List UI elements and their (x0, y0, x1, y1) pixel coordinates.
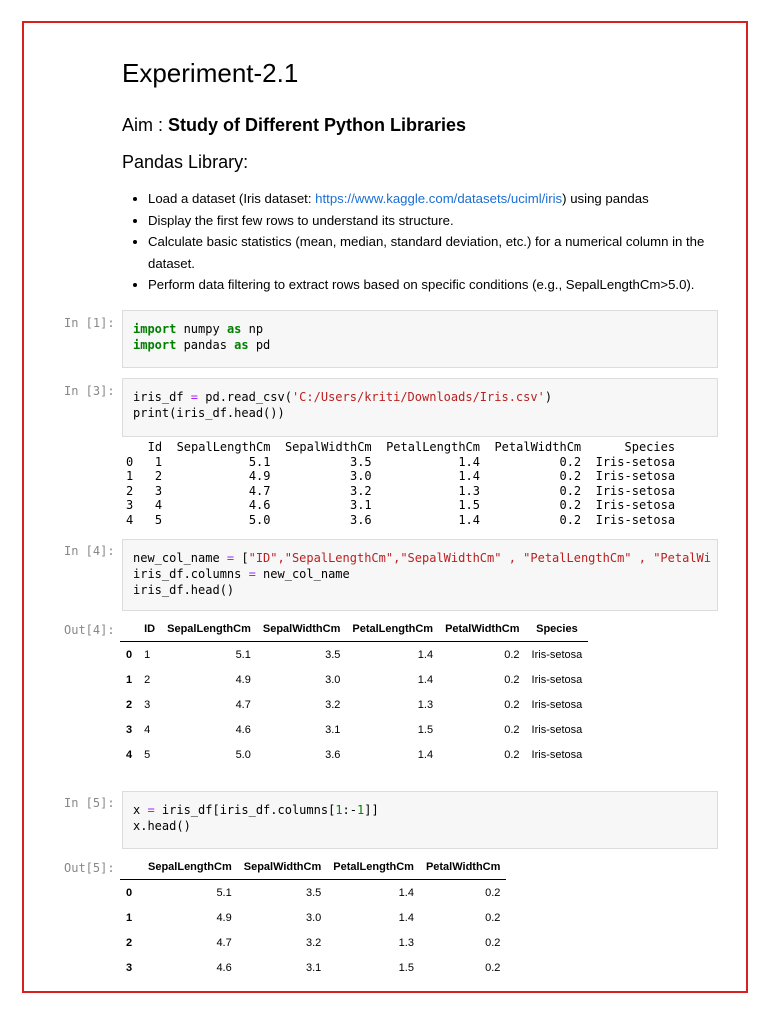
table-cell: 5 (144, 748, 151, 761)
operator: = (248, 567, 256, 581)
table-cell: 1.4 (417, 748, 434, 761)
number-literal: 1 (335, 803, 343, 817)
row-index: 1 (126, 673, 133, 686)
table-row (120, 880, 506, 906)
table-cell: 3 (144, 698, 151, 711)
list-item: • Calculate basic statistics (mean, median, standard deviation, etc.) for a numerical column in the dataset. (148, 231, 718, 274)
table-cell: 1 (144, 648, 151, 661)
operator: = (226, 551, 235, 565)
dataframe-table-2 (120, 855, 506, 980)
list-item: • Perform data filtering to extract rows based on specific conditions (e.g., SepalLengthCm>5.0). (148, 274, 718, 296)
page-title: Experiment-2.1 (122, 58, 299, 88)
table-cell: 1.4 (417, 673, 434, 686)
table-cell: 1.4 (417, 648, 434, 661)
column-header (120, 617, 138, 642)
table-cell: 0.2 (485, 961, 501, 974)
table-cell: 0.2 (485, 886, 501, 899)
code-text: print(iris_df.head()) (133, 406, 285, 420)
table-cell: 3.1 (305, 961, 322, 974)
row-index: 3 (126, 723, 133, 736)
table-cell: 3.2 (325, 698, 341, 711)
table-cell: 5.0 (235, 748, 251, 761)
table-row (120, 692, 588, 717)
string-literal: 'C:/Users/kriti/Downloads/Iris.csv' (291, 390, 545, 404)
code-text: iris_df.columns (133, 567, 249, 581)
table-cell: Iris-setosa (531, 723, 583, 736)
column-header: PetalWidthCm (425, 861, 501, 873)
aim-heading (122, 115, 466, 136)
table-cell: 5.1 (235, 648, 251, 661)
code-text: :- (342, 803, 357, 817)
table-cell: 3.0 (305, 911, 322, 924)
dataframe-table-1 (120, 617, 588, 767)
row-index: 2 (126, 698, 133, 711)
table-cell: 3.0 (325, 673, 341, 686)
table-cell: 0.2 (504, 673, 520, 686)
table-cell: 4.9 (235, 673, 251, 686)
code-text: ) (544, 390, 553, 404)
row-index: 4 (126, 748, 133, 761)
code-text: [ (234, 551, 249, 565)
column-header: ID (144, 623, 156, 635)
output-prompt: Out[5]: (64, 861, 115, 875)
cell-prompt: In [1]: (64, 316, 115, 330)
code-text: new_col_name (255, 567, 350, 581)
column-header: SepalWidthCm (262, 623, 341, 635)
code-text: iris_df[iris_df.columns[ (154, 803, 336, 817)
table-row (120, 667, 588, 692)
code-text: x.head() (133, 819, 191, 833)
table-cell: 0.2 (504, 723, 520, 736)
table-row (120, 955, 506, 980)
column-header: PetalWidthCm (445, 623, 520, 635)
row-index: 3 (126, 961, 133, 974)
code-cell-1[interactable] (122, 310, 718, 368)
column-header: SepalLengthCm (167, 623, 251, 635)
table-header-row (120, 855, 506, 880)
table-cell: 0.2 (504, 698, 520, 711)
table-cell: 1.3 (417, 698, 434, 711)
table-cell: 0.2 (504, 748, 520, 761)
table-cell: 3.1 (325, 723, 341, 736)
task-list (130, 188, 718, 296)
code-cell-4[interactable] (122, 791, 718, 849)
table-cell: 1.4 (398, 911, 414, 924)
table-row (120, 642, 588, 668)
table-cell: 1.3 (398, 936, 414, 949)
print-output: Id SepalLengthCm SepalWidthCm PetalLengthCm PetalWidthCm Species 0 1 5.1 3.5 1.4 0.2 Iris-setosa 1 2 4.9 3.0 1.4 0.2 Iris-setosa 2 3 4.7 3.2 1.3 0.2 Iris-setosa 3 4 4.6 3.1 1.5 0.2 Iris-setosa 4 5 5.0 3.6 1.4 0.2 Iris-setosa (126, 440, 676, 527)
column-header: Species (536, 623, 578, 635)
table-header-row (120, 617, 588, 642)
code-text: ]] (364, 803, 379, 817)
table-cell: 4.6 (235, 723, 251, 736)
cell-prompt: In [5]: (64, 796, 115, 810)
table-cell: 0.2 (504, 648, 520, 661)
row-index: 0 (126, 648, 133, 661)
row-index: 1 (126, 911, 133, 924)
output-prompt: Out[4]: (64, 623, 115, 637)
table-row (120, 905, 506, 930)
list-item: • Display the first few rows to understand its structure. (148, 210, 718, 232)
table-cell: 3.6 (325, 748, 341, 761)
code-text: iris_df.head() (133, 583, 235, 597)
column-header: SepalWidthCm (243, 861, 322, 873)
keyword: import (133, 322, 177, 336)
aim-text: Study of Different Python Libraries (168, 115, 467, 135)
bullet-text: ) using pandas (562, 191, 649, 206)
table-row (120, 742, 588, 767)
code-cell-3[interactable] (122, 539, 718, 611)
table-cell: 3.5 (325, 648, 341, 661)
row-index: 2 (126, 936, 133, 949)
table-row (120, 717, 588, 742)
section-heading: Pandas Library: (122, 152, 249, 172)
table-cell: Iris-setosa (531, 648, 583, 661)
column-header: PetalLengthCm (333, 861, 414, 873)
table-cell: 0.2 (485, 936, 501, 949)
table-cell: 4.9 (216, 911, 232, 924)
code-text: iris_df (133, 390, 191, 404)
table-cell: Iris-setosa (531, 748, 583, 761)
table-cell: Iris-setosa (531, 698, 583, 711)
table-cell: 0.2 (485, 911, 501, 924)
table-row (120, 930, 506, 955)
operator: = (190, 390, 199, 404)
code-text: np (241, 322, 264, 336)
code-cell-2[interactable] (122, 378, 718, 437)
table-cell: 4.6 (216, 961, 232, 974)
table-cell: 4 (144, 723, 151, 736)
table-cell: 3.5 (305, 886, 322, 899)
code-text: pd (248, 338, 271, 352)
aim-label: Aim : (122, 115, 169, 135)
table-cell: 1.5 (417, 723, 434, 736)
operator: = (147, 803, 155, 817)
table-cell: 1.4 (398, 886, 414, 899)
keyword: import (133, 338, 177, 352)
column-header (120, 855, 142, 880)
column-header: PetalLengthCm (352, 623, 434, 635)
number-literal: 1 (357, 803, 365, 817)
row-index: 0 (126, 886, 133, 899)
code-text: numpy (176, 322, 227, 336)
table-cell: 1.5 (398, 961, 414, 974)
string-literal: "ID","SepalLengthCm","SepalWidthCm" , "PetalLengthCm" , "PetalWi (248, 551, 711, 565)
table-cell: 4.7 (216, 936, 232, 949)
table-cell: 2 (144, 673, 151, 686)
code-text: pd.read_csv( (198, 390, 292, 404)
list-item (148, 188, 718, 210)
table-cell: 3.2 (305, 936, 322, 949)
keyword: as (234, 338, 249, 352)
cell-prompt: In [4]: (64, 544, 115, 558)
keyword: as (226, 322, 242, 336)
table-cell: Iris-setosa (531, 673, 583, 686)
code-text: x (133, 803, 148, 817)
code-text: new_col_name (133, 551, 227, 565)
cell-prompt: In [3]: (64, 384, 115, 398)
column-header: SepalLengthCm (148, 861, 232, 873)
bullet-text: Load a dataset (Iris dataset: (148, 191, 316, 206)
table-cell: 5.1 (216, 886, 232, 899)
code-text: pandas (176, 338, 235, 352)
dataset-link[interactable]: https://www.kaggle.com/datasets/uciml/iris (315, 191, 563, 206)
table-cell: 4.7 (235, 698, 251, 711)
